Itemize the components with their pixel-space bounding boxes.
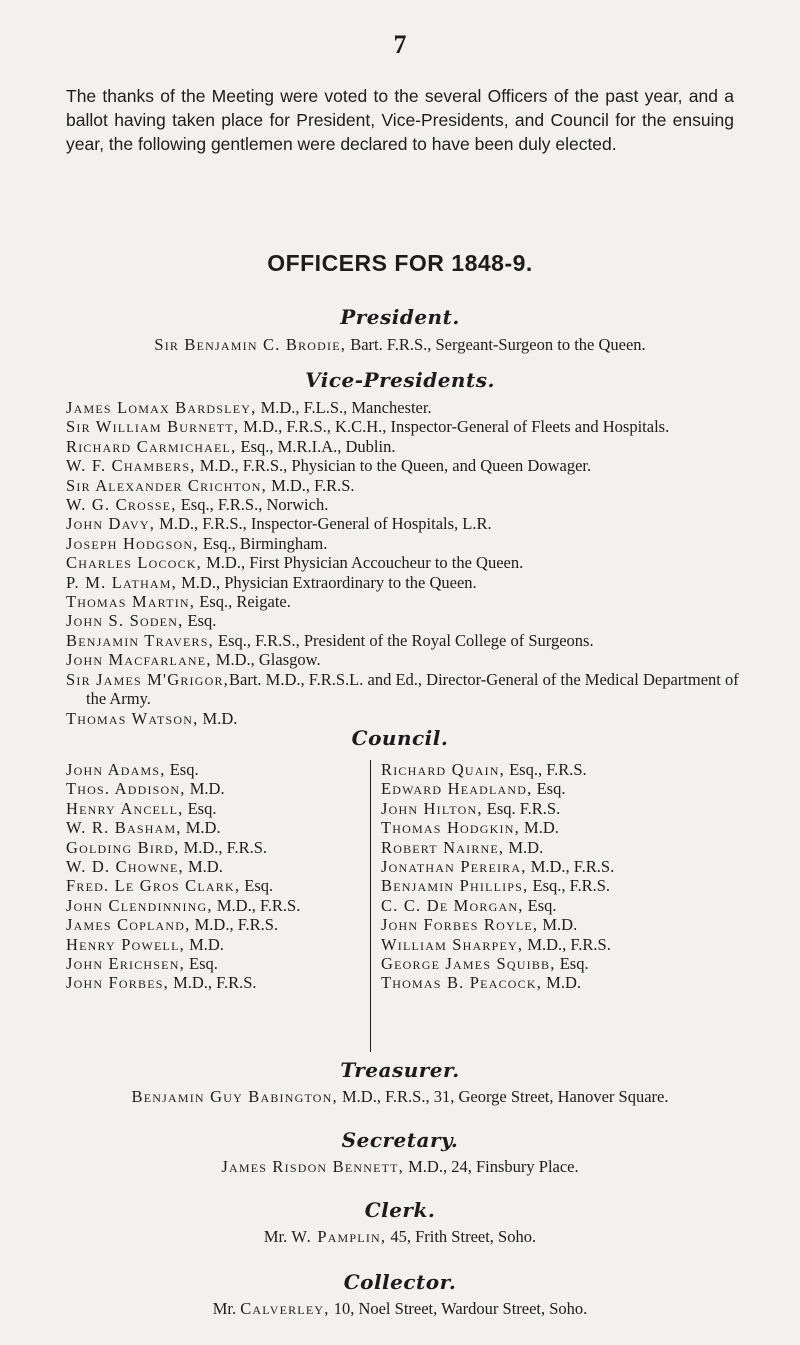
council-member-row-detail: M.D.	[183, 857, 223, 877]
council-member-row	[381, 935, 781, 954]
vice-president-row-name: Sir James M'Grigor,	[66, 669, 230, 689]
vice-president-row-detail: Esq., Reigate.	[195, 592, 291, 612]
council-member-row	[66, 896, 366, 915]
council-member-row	[381, 896, 781, 915]
president-detail: Bart. F.R.S., Sergeant-Surgeon to the Queen.	[350, 335, 646, 354]
vice-president-row	[66, 437, 756, 456]
vice-president-row	[66, 573, 756, 592]
vice-president-row-detail: Esq., Birmingham.	[198, 533, 328, 553]
council-member-row-name: Benjamin Phillips,	[381, 876, 529, 896]
vice-president-row	[66, 514, 756, 533]
collector-name: Calverley,	[240, 1299, 330, 1318]
vice-president-row-detail: Bart. M.D., F.R.S.L. and Ed., Director-General of the Medical Department of the Army.	[86, 669, 739, 709]
council-member-row-detail: M.D., F.R.S.	[179, 837, 268, 857]
vice-president-row-detail: Esq., M.R.I.A., Dublin.	[236, 436, 396, 456]
vice-president-row	[66, 631, 756, 650]
council-member-row-detail: M.D.	[181, 818, 221, 838]
council-member-row-detail: M.D., F.R.S.	[190, 915, 279, 935]
clerk-detail: 45, Frith Street, Soho.	[386, 1227, 537, 1246]
main-heading: OFFICERS FOR 1848-9.	[267, 250, 533, 276]
vice-president-row-name: Sir Alexander Crichton,	[66, 475, 267, 495]
vice-president-row-name: Joseph Hodgson,	[66, 533, 199, 553]
council-member-row-name: John Clendinning,	[66, 895, 213, 915]
vice-president-row-name: Richard Carmichael,	[66, 436, 237, 456]
council-member-row-name: W. R. Basham,	[66, 818, 182, 838]
vice-president-row-name: Sir William Burnett,	[66, 417, 240, 437]
council-member-row-name: Golding Bird,	[66, 837, 180, 857]
council-member-row-detail: M.D.	[538, 915, 578, 935]
council-member-row	[381, 915, 781, 934]
council-list-left	[66, 760, 366, 993]
council-member-row	[66, 857, 366, 876]
council-member-row-name: John Adams,	[66, 760, 166, 779]
council-member-row-detail: M.D.	[542, 973, 582, 993]
council-divider	[370, 760, 371, 1052]
council-member-row-name: Robert Nairne,	[381, 837, 505, 857]
council-member-row	[381, 973, 781, 992]
vice-president-row	[66, 709, 756, 728]
intro-paragraph: The thanks of the Meeting were voted to the several Officers of the past year, and a ballot having taken place for President, Vice-Presidents, and Council for the ensuing year, the following gentlemen were declared to have been duly elected.	[66, 86, 734, 154]
council-member-row-detail: Esq.	[183, 798, 217, 818]
council-member-row-detail: Esq.	[184, 954, 218, 974]
vice-president-row	[66, 592, 756, 611]
council-member-row-detail: Esq.	[555, 954, 589, 974]
vice-president-row	[66, 398, 756, 417]
page-number: 7	[393, 30, 407, 59]
collector-heading: Collector.	[343, 1270, 457, 1294]
council-member-row	[66, 954, 366, 973]
council-member-row	[66, 760, 366, 779]
vice-president-row-name: Charles Locock,	[66, 553, 203, 573]
vice-president-row	[66, 670, 756, 709]
vice-president-row-detail: M.D.	[198, 708, 238, 728]
vice-president-row-detail: M.D., F.R.S.	[266, 475, 355, 495]
council-member-row-detail: Esq.	[532, 779, 566, 799]
vice-president-row-detail: M.D., F.L.S., Manchester.	[256, 398, 432, 417]
council-member-row	[381, 799, 781, 818]
council-member-row-name: W. D. Chowne,	[66, 857, 184, 877]
clerk-heading: Clerk.	[364, 1198, 436, 1222]
treasurer-detail: M.D., F.R.S., 31, George Street, Hanover Square.	[337, 1087, 669, 1106]
vice-president-row-name: John S. Soden,	[66, 611, 184, 631]
treasurer-heading: Treasurer.	[340, 1058, 460, 1082]
vice-president-row-name: Benjamin Travers,	[66, 630, 214, 650]
council-member-row	[381, 779, 781, 798]
council-member-row	[66, 973, 366, 992]
council-member-row	[66, 935, 366, 954]
council-member-row	[66, 799, 366, 818]
secretary-heading: Secretary.	[341, 1128, 459, 1152]
council-member-row	[66, 779, 366, 798]
vice-president-row-name: W. G. Crosse,	[66, 495, 177, 515]
vice-president-row-name: James Lomax Bardsley,	[66, 398, 257, 417]
vice-presidents-heading: Vice-Presidents.	[305, 368, 495, 392]
council-member-row	[381, 818, 781, 837]
council-member-row-name: Henry Ancell,	[66, 798, 184, 818]
collector-entry	[0, 1298, 800, 1320]
vice-president-row-detail: Esq.	[183, 611, 217, 631]
vice-president-row-detail: M.D., First Physician Accoucheur to the Queen.	[202, 553, 524, 573]
president-name: Sir Benjamin C. Brodie,	[154, 335, 347, 354]
clerk-name: W. Pamplin,	[291, 1227, 387, 1246]
vice-president-row-detail: M.D., Physician Extraordinary to the Queen.	[177, 572, 477, 592]
council-member-row-detail: M.D.	[185, 779, 225, 799]
council-member-row-name: Thomas Hodgkin,	[381, 818, 520, 838]
council-member-row-detail: Esq., F.R.S.	[528, 876, 611, 896]
secretary-detail: M.D., 24, Finsbury Place.	[404, 1157, 579, 1176]
vice-president-row	[66, 534, 756, 553]
president-heading: President.	[340, 305, 460, 329]
vice-president-row-name: John Davy,	[66, 514, 156, 534]
council-member-row	[381, 857, 781, 876]
council-member-row-detail: Esq., F.R.S.	[504, 760, 587, 779]
treasurer-name: Benjamin Guy Babington,	[131, 1087, 338, 1106]
vice-president-row	[66, 650, 756, 669]
council-member-row-name: William Sharpey,	[381, 934, 524, 954]
vice-president-row-detail: Esq., F.R.S., Norwich.	[176, 495, 329, 515]
council-heading: Council.	[351, 726, 449, 750]
council-member-row-detail: Esq.	[165, 760, 199, 779]
secretary-entry	[0, 1156, 800, 1178]
vice-president-row-name: W. F. Chambers,	[66, 456, 196, 476]
vice-president-row-detail: M.D., F.R.S., K.C.H., Inspector-General of Fleets and Hospitals.	[239, 417, 670, 437]
council-member-row	[66, 838, 366, 857]
council-member-row	[381, 954, 781, 973]
council-member-row-name: Thomas B. Peacock,	[381, 973, 543, 993]
council-member-row-detail: M.D.	[184, 934, 224, 954]
vice-president-row-detail: M.D., F.R.S., Inspector-General of Hospitals, L.R.	[155, 514, 492, 534]
council-member-row-detail: Esq.	[240, 876, 274, 896]
vice-president-row	[66, 495, 756, 514]
vice-president-row	[66, 456, 756, 475]
vice-president-row-detail: Esq., F.R.S., President of the Royal College of Surgeons.	[213, 630, 594, 650]
clerk-entry	[0, 1226, 800, 1248]
council-member-row-name: Thos. Addison,	[66, 779, 186, 799]
council-member-row-name: Richard Quain,	[381, 760, 505, 779]
council-member-row-detail: Esq.	[523, 895, 557, 915]
vice-president-row	[66, 611, 756, 630]
council-member-row-name: John Forbes,	[66, 973, 169, 993]
collector-prefix: Mr.	[212, 1299, 241, 1318]
council-member-row-name: Fred. Le Gros Clark,	[66, 876, 241, 896]
clerk-prefix: Mr.	[263, 1227, 292, 1246]
council-member-row	[381, 838, 781, 857]
vice-president-row-detail: M.D., Glasgow.	[211, 650, 321, 670]
vice-president-row	[66, 417, 756, 436]
council-member-row-name: James Copland,	[66, 915, 191, 935]
council-member-row	[66, 876, 366, 895]
vice-presidents-list	[66, 398, 756, 728]
treasurer-entry	[0, 1086, 800, 1108]
council-member-row-name: C. C. De Morgan,	[381, 895, 524, 915]
council-member-row-detail: M.D., F.R.S.	[526, 857, 615, 877]
vice-president-row	[66, 476, 756, 495]
council-member-row-name: John Forbes Royle,	[381, 915, 539, 935]
vice-president-row-name: Thomas Watson,	[66, 708, 199, 728]
secretary-name: James Risdon Bennett,	[221, 1157, 405, 1176]
vice-president-row	[66, 553, 756, 572]
council-member-row-name: John Hilton,	[381, 798, 483, 818]
council-member-row-detail: M.D., F.R.S.	[168, 973, 257, 993]
council-member-row-detail: M.D.	[504, 837, 544, 857]
council-list-right	[381, 760, 781, 993]
vice-president-row-name: John Macfarlane,	[66, 650, 212, 670]
council-member-row-name: George James Squibb,	[381, 954, 556, 974]
council-member-row	[66, 915, 366, 934]
council-member-row-name: John Erichsen,	[66, 954, 185, 974]
council-member-row-detail: M.D., F.R.S.	[212, 895, 301, 915]
collector-detail: 10, Noel Street, Wardour Street, Soho.	[329, 1299, 588, 1318]
council-member-row-name: Henry Powell,	[66, 934, 185, 954]
council-member-row	[66, 818, 366, 837]
council-member-row	[381, 876, 781, 895]
council-member-row	[381, 760, 781, 779]
vice-president-row-name: Thomas Martin,	[66, 592, 196, 612]
council-member-row-detail: M.D.	[519, 818, 559, 838]
vice-president-row-name: P. M. Latham,	[66, 572, 177, 592]
council-member-row-detail: Esq. F.R.S.	[482, 798, 561, 818]
council-member-row-name: Jonathan Pereira,	[381, 857, 527, 877]
vice-president-row-detail: M.D., F.R.S., Physician to the Queen, and Queen Dowager.	[195, 456, 592, 476]
council-member-row-detail: M.D., F.R.S.	[523, 934, 611, 954]
president-entry	[0, 334, 800, 356]
council-member-row-name: Edward Headland,	[381, 779, 533, 799]
